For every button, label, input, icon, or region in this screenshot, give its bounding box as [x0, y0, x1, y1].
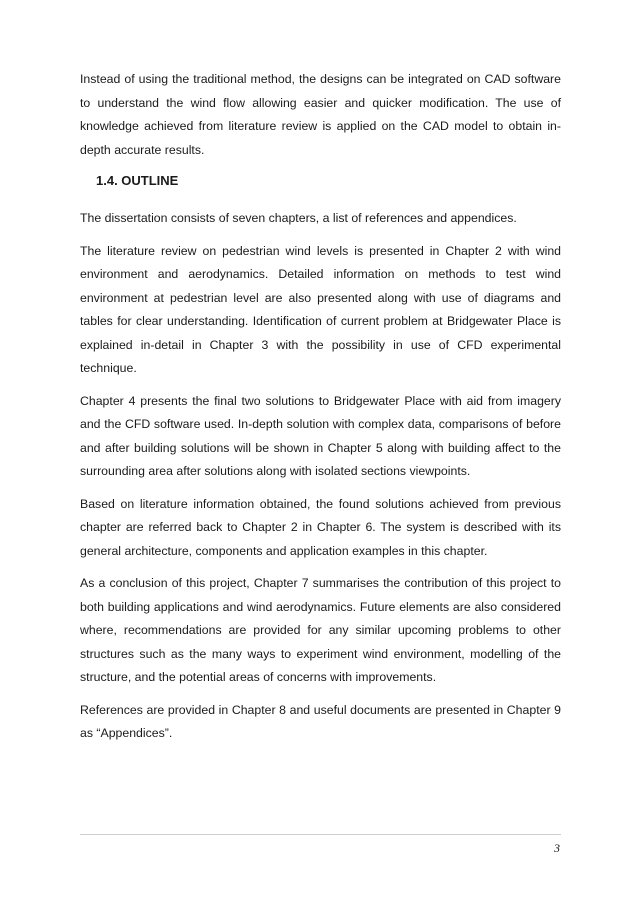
intro-paragraph: Instead of using the traditional method, the designs can be integrated on CAD software to understand the wind flow allowing easier and quicker modification. The use of knowledge achieved from literature review is applied on the CAD model to obtain in-depth accurate results.: [80, 72, 561, 157]
paragraph-system: Based on literature information obtained, the found solutions achieved from previous chapter are referred back to Chapter 2 in Chapter 6. The system is described with its general architecture, components and application examples in this chapter.: [80, 496, 561, 558]
page-number: 3: [554, 841, 560, 855]
footer-divider: [80, 834, 561, 835]
paragraph-solutions: Chapter 4 presents the final two solutions to Bridgewater Place with aid from imagery and the CFD software used. In-depth solution with complex data, comparisons of before and after building solutions will be shown in Chapter 5 along with building affect to the surrounding area after solutions along with isolated sections viewpoints.: [80, 393, 561, 478]
paragraph-references: References are provided in Chapter 8 and useful documents are presented in Chapter 9 as “Appendices”.: [80, 702, 561, 740]
section-heading: 1.4. OUTLINE: [96, 173, 179, 188]
paragraph-overview: The dissertation consists of seven chapters, a list of references and appendices.: [80, 211, 517, 225]
paragraph-literature-review: The literature review on pedestrian wind levels is presented in Chapter 2 with wind environment and aerodynamics. Detailed information on methods to test wind environment at pedestrian level are also presented along with use of diagrams and tables for clear understanding. Identification of current problem at Bridgewater Place is explained in-detail in Chapter 3 with the possibility in use of CFD experimental technique.: [80, 243, 561, 375]
page-body: [80, 68, 561, 755]
paragraph-conclusion: As a conclusion of this project, Chapter 7 summarises the contribution of this project to both building applications and wind aerodynamics. Future elements are also considered where, recommendations are provided for any similar upcoming problems to other structures such as the many ways to experiment wind environment, modelling of the structure, and the potential areas of concerns with improvements.: [80, 576, 561, 684]
